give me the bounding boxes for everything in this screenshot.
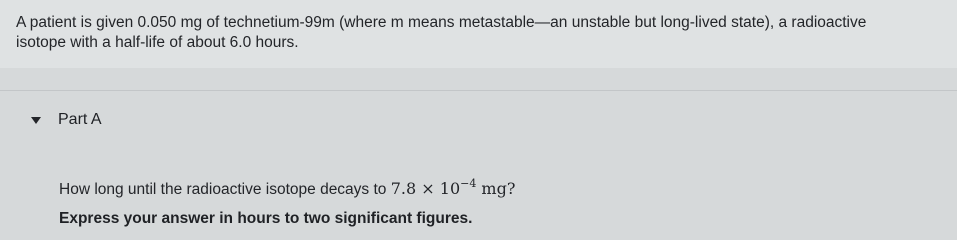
section-divider [0, 90, 957, 91]
part-title: Part A [58, 111, 102, 128]
question-unit: mg? [476, 179, 516, 198]
problem-statement [16, 13, 936, 53]
question-text [59, 179, 515, 199]
question-exponent: −4 [460, 177, 477, 190]
question-prefix: How long until the radioactive isotope decays to [59, 181, 387, 198]
caret-down-icon[interactable] [31, 117, 41, 124]
problem-intro [0, 0, 957, 68]
answer-instruction: Express your answer in hours to two significant figures. [59, 210, 473, 227]
question-mantissa: 7.8 × 10 [390, 179, 461, 198]
part-a-toggle[interactable] [31, 110, 102, 130]
problem-intro-line-2: isotope with a half-life of about 6.0 hours. [16, 34, 299, 51]
problem-intro-line-1: A patient is given 0.050 mg of technetium-99m (where m means metastable—an unstable but long-lived state), a radioactive [16, 14, 867, 31]
question-value [391, 179, 516, 198]
